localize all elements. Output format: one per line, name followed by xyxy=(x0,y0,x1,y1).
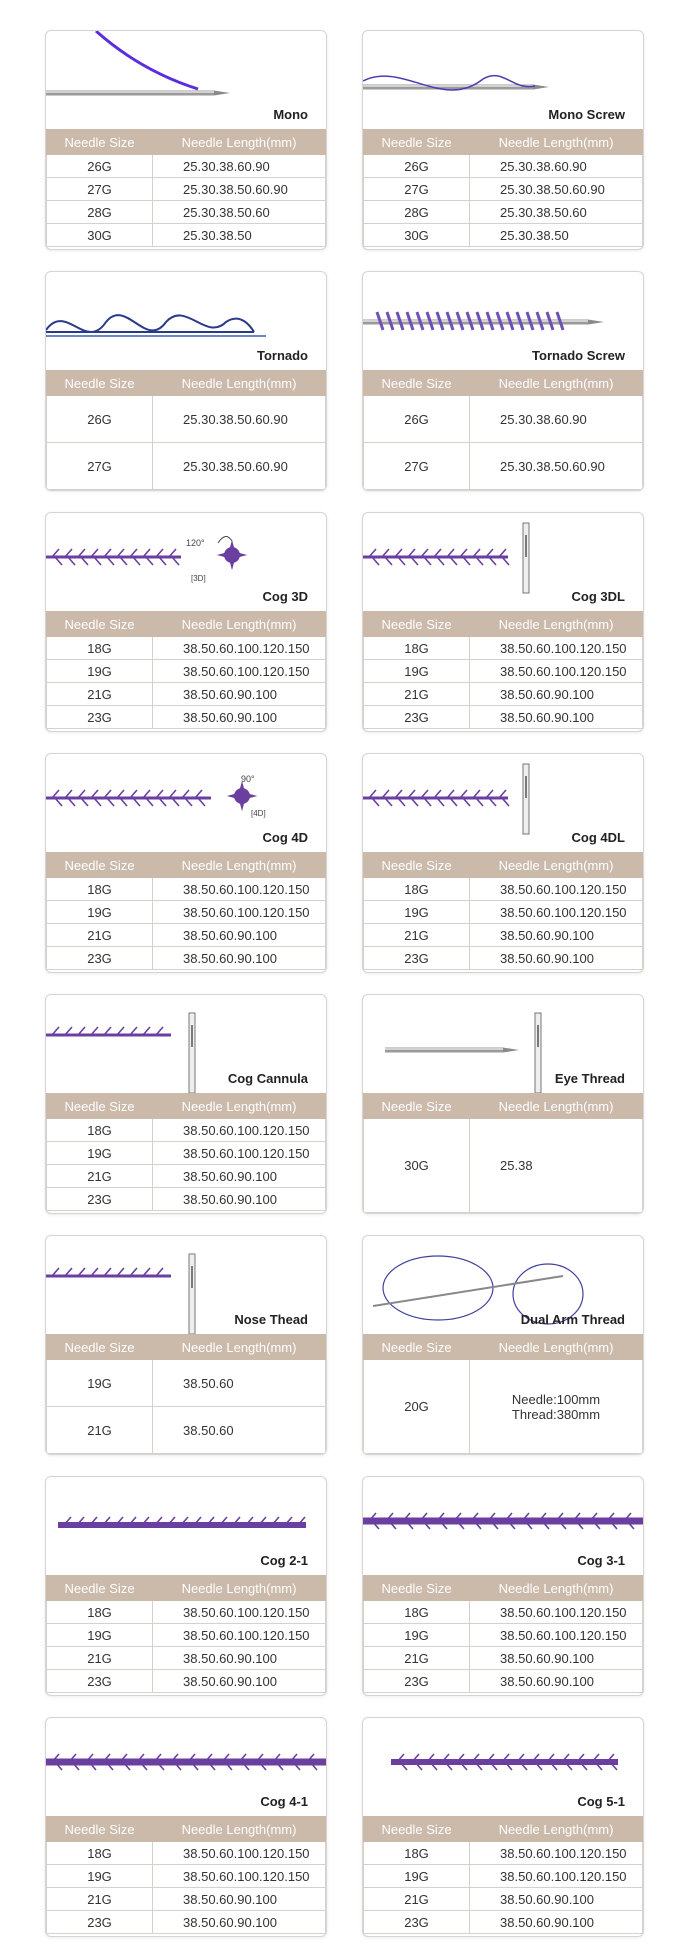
needle-length-cell: 38.50.60.90.100 xyxy=(470,1647,643,1670)
spec-table xyxy=(363,852,643,970)
needle-size-cell: 21G xyxy=(364,1647,470,1670)
needle-size-header: Needle Size xyxy=(364,130,470,155)
needle-size-cell: 18G xyxy=(364,878,470,901)
needle-size-cell: 18G xyxy=(47,878,153,901)
spec-table xyxy=(363,611,643,729)
table-row xyxy=(364,1842,643,1865)
table-row xyxy=(364,155,643,178)
needle-length-header: Needle Length(mm) xyxy=(470,1817,643,1842)
product-card xyxy=(362,512,644,732)
needle-length-cell: 38.50.60.90.100 xyxy=(470,1670,643,1693)
needle-length-cell: 38.50.60 xyxy=(153,1407,326,1454)
spec-table xyxy=(46,1816,326,1934)
product-title: Nose Thead xyxy=(234,1312,308,1327)
needle-size-cell: 18G xyxy=(364,1601,470,1624)
spec-table xyxy=(363,1093,643,1213)
product-title: Tornado xyxy=(256,348,308,363)
table-row xyxy=(364,878,643,901)
needle-size-cell: 21G xyxy=(47,1888,153,1911)
needle-length-cell: 38.50.60 xyxy=(153,1360,326,1407)
table-row xyxy=(47,1601,326,1624)
product-card xyxy=(45,1476,327,1696)
needle-size-cell: 21G xyxy=(364,683,470,706)
needle-length-cell: 38.50.60.90.100 xyxy=(470,1888,643,1911)
spec-table xyxy=(46,611,326,729)
table-row xyxy=(47,1407,326,1454)
product-title: Tornado Screw xyxy=(532,348,625,363)
needle-length-cell: 25.38 xyxy=(470,1119,643,1213)
spec-table xyxy=(46,1334,326,1454)
needle-length-cell: 25.30.38.50.60 xyxy=(153,201,326,224)
needle-size-cell: 27G xyxy=(364,178,470,201)
needle-size-cell: 26G xyxy=(364,155,470,178)
needle-length-cell: 38.50.60.90.100 xyxy=(153,1647,326,1670)
product-title: Cog Cannula xyxy=(227,1071,308,1086)
table-row xyxy=(364,1647,643,1670)
table-row xyxy=(364,1119,643,1213)
needle-size-cell: 27G xyxy=(364,443,470,490)
needle-length-cell: 38.50.60.100.120.150 xyxy=(153,1119,326,1142)
table-row xyxy=(47,878,326,901)
needle-length-cell: 38.50.60.100.120.150 xyxy=(470,901,643,924)
spec-table xyxy=(46,370,326,490)
product-title: Cog 4-1 xyxy=(260,1794,308,1809)
table-row xyxy=(47,1647,326,1670)
product-title: Cog 3D xyxy=(262,589,308,604)
table-row xyxy=(364,224,643,247)
product-card xyxy=(362,1235,644,1455)
needle-length-cell: 38.50.60.100.120.150 xyxy=(153,1842,326,1865)
needle-size-cell: 19G xyxy=(364,901,470,924)
table-row xyxy=(47,178,326,201)
spec-table xyxy=(363,1575,643,1693)
product-title: Cog 2-1 xyxy=(260,1553,308,1568)
table-row xyxy=(47,1888,326,1911)
table-row xyxy=(47,1119,326,1142)
needle-size-cell: 23G xyxy=(47,1911,153,1934)
product-card xyxy=(45,753,327,973)
spec-table xyxy=(363,129,643,247)
table-row xyxy=(47,924,326,947)
spec-table xyxy=(363,1334,643,1454)
table-row xyxy=(364,1670,643,1693)
table-row xyxy=(47,396,326,443)
needle-length-cell: 38.50.60.100.120.150 xyxy=(470,878,643,901)
needle-size-cell: 20G xyxy=(364,1360,470,1454)
table-row xyxy=(47,1670,326,1693)
table-row xyxy=(47,901,326,924)
needle-length-cell: 25.30.38.60.90 xyxy=(470,396,643,443)
needle-length-header: Needle Length(mm) xyxy=(470,371,643,396)
needle-length-cell: 38.50.60.100.120.150 xyxy=(153,1142,326,1165)
needle-length-cell: 38.50.60.90.100 xyxy=(153,947,326,970)
needle-length-cell: 25.30.38.50.60.90 xyxy=(470,443,643,490)
needle-length-header: Needle Length(mm) xyxy=(470,1576,643,1601)
needle-length-cell: 25.30.38.50.60.90 xyxy=(153,178,326,201)
needle-size-cell: 19G xyxy=(47,660,153,683)
needle-size-cell: 26G xyxy=(47,396,153,443)
needle-length-header: Needle Length(mm) xyxy=(153,371,326,396)
table-row xyxy=(364,1911,643,1934)
needle-length-cell: 38.50.60.100.120.150 xyxy=(470,637,643,660)
needle-size-header: Needle Size xyxy=(47,1094,153,1119)
product-title: Cog 5-1 xyxy=(577,1794,625,1809)
needle-size-cell: 19G xyxy=(364,1865,470,1888)
product-title: Eye Thread xyxy=(554,1071,625,1086)
product-card xyxy=(362,1717,644,1937)
product-title: Cog 4D xyxy=(262,830,308,845)
table-row xyxy=(47,947,326,970)
product-title: Dual Arm Thread xyxy=(520,1312,625,1327)
needle-length-cell: 25.30.38.50.60.90 xyxy=(153,396,326,443)
needle-size-cell: 23G xyxy=(47,947,153,970)
needle-size-cell: 23G xyxy=(47,1670,153,1693)
needle-size-cell: 23G xyxy=(364,1911,470,1934)
needle-length-cell: 38.50.60.100.120.150 xyxy=(470,1601,643,1624)
needle-size-cell: 23G xyxy=(47,1188,153,1211)
needle-length-cell: 38.50.60.90.100 xyxy=(470,947,643,970)
table-row xyxy=(364,1624,643,1647)
needle-size-cell: 26G xyxy=(47,155,153,178)
diagram-type-label: [4D] xyxy=(251,809,266,818)
needle-length-cell: 38.50.60.90.100 xyxy=(153,924,326,947)
needle-length-cell: 38.50.60.100.120.150 xyxy=(470,1624,643,1647)
table-row xyxy=(364,901,643,924)
table-row xyxy=(47,1911,326,1934)
product-title: Mono xyxy=(273,107,308,122)
product-card xyxy=(362,271,644,491)
needle-size-header: Needle Size xyxy=(47,612,153,637)
table-row xyxy=(364,1865,643,1888)
needle-size-cell: 27G xyxy=(47,178,153,201)
needle-length-header: Needle Length(mm) xyxy=(153,1817,326,1842)
needle-length-cell: 38.50.60.90.100 xyxy=(470,1911,643,1934)
needle-size-header: Needle Size xyxy=(47,1335,153,1360)
needle-size-cell: 23G xyxy=(364,947,470,970)
needle-size-cell: 21G xyxy=(364,1888,470,1911)
table-row xyxy=(47,1188,326,1211)
needle-size-cell: 18G xyxy=(47,1842,153,1865)
product-card xyxy=(362,994,644,1214)
needle-size-cell: 19G xyxy=(47,901,153,924)
spec-table xyxy=(363,1816,643,1934)
needle-length-cell: 38.50.60.100.120.150 xyxy=(153,637,326,660)
needle-length-cell: 38.50.60.90.100 xyxy=(153,1888,326,1911)
product-card xyxy=(45,512,327,732)
needle-size-cell: 27G xyxy=(47,443,153,490)
needle-size-cell: 30G xyxy=(364,224,470,247)
needle-length-cell: 38.50.60.90.100 xyxy=(153,706,326,729)
needle-size-cell: 19G xyxy=(47,1624,153,1647)
needle-length-header: Needle Length(mm) xyxy=(470,130,643,155)
needle-length-header: Needle Length(mm) xyxy=(153,1576,326,1601)
table-row xyxy=(364,1360,643,1454)
needle-size-cell: 18G xyxy=(364,637,470,660)
spec-table xyxy=(46,1093,326,1211)
table-row xyxy=(47,637,326,660)
table-row xyxy=(364,201,643,224)
needle-length-cell: 38.50.60.100.120.150 xyxy=(153,901,326,924)
table-row xyxy=(47,706,326,729)
table-row xyxy=(364,683,643,706)
needle-size-cell: 21G xyxy=(47,924,153,947)
needle-size-header: Needle Size xyxy=(47,1576,153,1601)
table-row xyxy=(47,1842,326,1865)
needle-length-cell: 25.30.38.50.60 xyxy=(470,201,643,224)
needle-size-cell: 19G xyxy=(47,1142,153,1165)
needle-length-cell: 38.50.60.90.100 xyxy=(153,1911,326,1934)
needle-size-cell: 18G xyxy=(47,1119,153,1142)
needle-length-header: Needle Length(mm) xyxy=(153,1335,326,1360)
needle-size-cell: 19G xyxy=(364,1624,470,1647)
product-card xyxy=(45,994,327,1214)
needle-size-cell: 19G xyxy=(47,1865,153,1888)
needle-length-cell: 25.30.38.50.60.90 xyxy=(470,178,643,201)
needle-length-cell: 38.50.60.90.100 xyxy=(153,1670,326,1693)
needle-size-header: Needle Size xyxy=(364,1817,470,1842)
needle-length-cell: 38.50.60.100.120.150 xyxy=(153,1601,326,1624)
needle-length-cell: 38.50.60.100.120.150 xyxy=(153,660,326,683)
needle-length-cell: 38.50.60.90.100 xyxy=(153,1165,326,1188)
product-card xyxy=(45,30,327,250)
product-title: Cog 4DL xyxy=(571,830,625,845)
needle-size-header: Needle Size xyxy=(364,1576,470,1601)
needle-length-cell: 38.50.60.100.120.150 xyxy=(153,1624,326,1647)
needle-length-header: Needle Length(mm) xyxy=(153,1094,326,1119)
needle-size-cell: 21G xyxy=(364,924,470,947)
needle-size-header: Needle Size xyxy=(47,371,153,396)
needle-size-cell: 18G xyxy=(47,637,153,660)
needle-length-header: Needle Length(mm) xyxy=(470,1335,643,1360)
needle-size-header: Needle Size xyxy=(364,612,470,637)
needle-size-header: Needle Size xyxy=(364,371,470,396)
needle-size-cell: 23G xyxy=(364,706,470,729)
diagram-angle-label: 120° xyxy=(186,538,205,548)
product-title: Cog 3-1 xyxy=(577,1553,625,1568)
needle-length-cell: 25.30.38.50 xyxy=(153,224,326,247)
needle-size-cell: 28G xyxy=(47,201,153,224)
table-row xyxy=(47,1624,326,1647)
needle-length-cell: 25.30.38.50.60.90 xyxy=(153,443,326,490)
needle-size-cell: 21G xyxy=(47,683,153,706)
spec-table xyxy=(46,129,326,247)
needle-size-cell: 21G xyxy=(47,1407,153,1454)
product-card xyxy=(45,271,327,491)
needle-size-cell: 18G xyxy=(364,1842,470,1865)
needle-size-cell: 19G xyxy=(364,660,470,683)
spec-table xyxy=(46,852,326,970)
table-row xyxy=(364,660,643,683)
table-row xyxy=(364,924,643,947)
needle-size-cell: 18G xyxy=(47,1601,153,1624)
table-row xyxy=(364,706,643,729)
needle-length-header: Needle Length(mm) xyxy=(470,612,643,637)
table-row xyxy=(364,1601,643,1624)
product-card xyxy=(362,1476,644,1696)
product-card xyxy=(45,1235,327,1455)
needle-length-cell: 38.50.60.100.120.150 xyxy=(153,1865,326,1888)
table-row xyxy=(47,683,326,706)
table-row xyxy=(364,396,643,443)
needle-size-cell: 19G xyxy=(47,1360,153,1407)
needle-length-cell: 38.50.60.90.100 xyxy=(470,706,643,729)
table-row xyxy=(47,660,326,683)
needle-length-cell: 38.50.60.90.100 xyxy=(153,1188,326,1211)
needle-length-header: Needle Length(mm) xyxy=(153,130,326,155)
product-card xyxy=(362,753,644,973)
needle-length-cell: 25.30.38.60.90 xyxy=(153,155,326,178)
needle-length-cell: Needle:100mm Thread:380mm xyxy=(470,1360,643,1454)
product-title: Cog 3DL xyxy=(571,589,625,604)
table-row xyxy=(47,155,326,178)
table-row xyxy=(364,1888,643,1911)
needle-size-cell: 21G xyxy=(47,1647,153,1670)
needle-length-header: Needle Length(mm) xyxy=(153,612,326,637)
needle-size-cell: 30G xyxy=(364,1119,470,1213)
needle-length-cell: 38.50.60.90.100 xyxy=(470,683,643,706)
product-card xyxy=(45,1717,327,1937)
table-row xyxy=(47,1360,326,1407)
table-row xyxy=(47,201,326,224)
needle-size-cell: 21G xyxy=(47,1165,153,1188)
needle-length-cell: 38.50.60.100.120.150 xyxy=(470,660,643,683)
needle-size-header: Needle Size xyxy=(47,130,153,155)
needle-size-cell: 23G xyxy=(47,706,153,729)
product-title: Mono Screw xyxy=(548,107,625,122)
table-row xyxy=(364,443,643,490)
needle-size-cell: 23G xyxy=(364,1670,470,1693)
needle-size-cell: 28G xyxy=(364,201,470,224)
table-row xyxy=(364,947,643,970)
needle-size-header: Needle Size xyxy=(364,853,470,878)
table-row xyxy=(364,637,643,660)
needle-size-header: Needle Size xyxy=(47,853,153,878)
needle-length-header: Needle Length(mm) xyxy=(153,853,326,878)
needle-length-cell: 38.50.60.100.120.150 xyxy=(470,1842,643,1865)
needle-length-cell: 38.50.60.100.120.150 xyxy=(470,1865,643,1888)
needle-length-cell: 38.50.60.90.100 xyxy=(153,683,326,706)
table-row xyxy=(47,1165,326,1188)
diagram-angle-label: 90° xyxy=(241,774,255,784)
needle-size-header: Needle Size xyxy=(364,1335,470,1360)
table-row xyxy=(47,224,326,247)
needle-length-cell: 25.30.38.50 xyxy=(470,224,643,247)
needle-size-cell: 30G xyxy=(47,224,153,247)
product-card xyxy=(362,30,644,250)
needle-length-header: Needle Length(mm) xyxy=(470,853,643,878)
diagram-type-label: [3D] xyxy=(191,574,206,583)
needle-length-cell: 25.30.38.60.90 xyxy=(470,155,643,178)
needle-length-cell: 38.50.60.100.120.150 xyxy=(153,878,326,901)
table-row xyxy=(364,178,643,201)
needle-length-header: Needle Length(mm) xyxy=(470,1094,643,1119)
spec-table xyxy=(363,370,643,490)
spec-table xyxy=(46,1575,326,1693)
needle-size-cell: 26G xyxy=(364,396,470,443)
needle-size-header: Needle Size xyxy=(364,1094,470,1119)
table-row xyxy=(47,443,326,490)
table-row xyxy=(47,1865,326,1888)
needle-size-header: Needle Size xyxy=(47,1817,153,1842)
table-row xyxy=(47,1142,326,1165)
needle-length-cell: 38.50.60.90.100 xyxy=(470,924,643,947)
